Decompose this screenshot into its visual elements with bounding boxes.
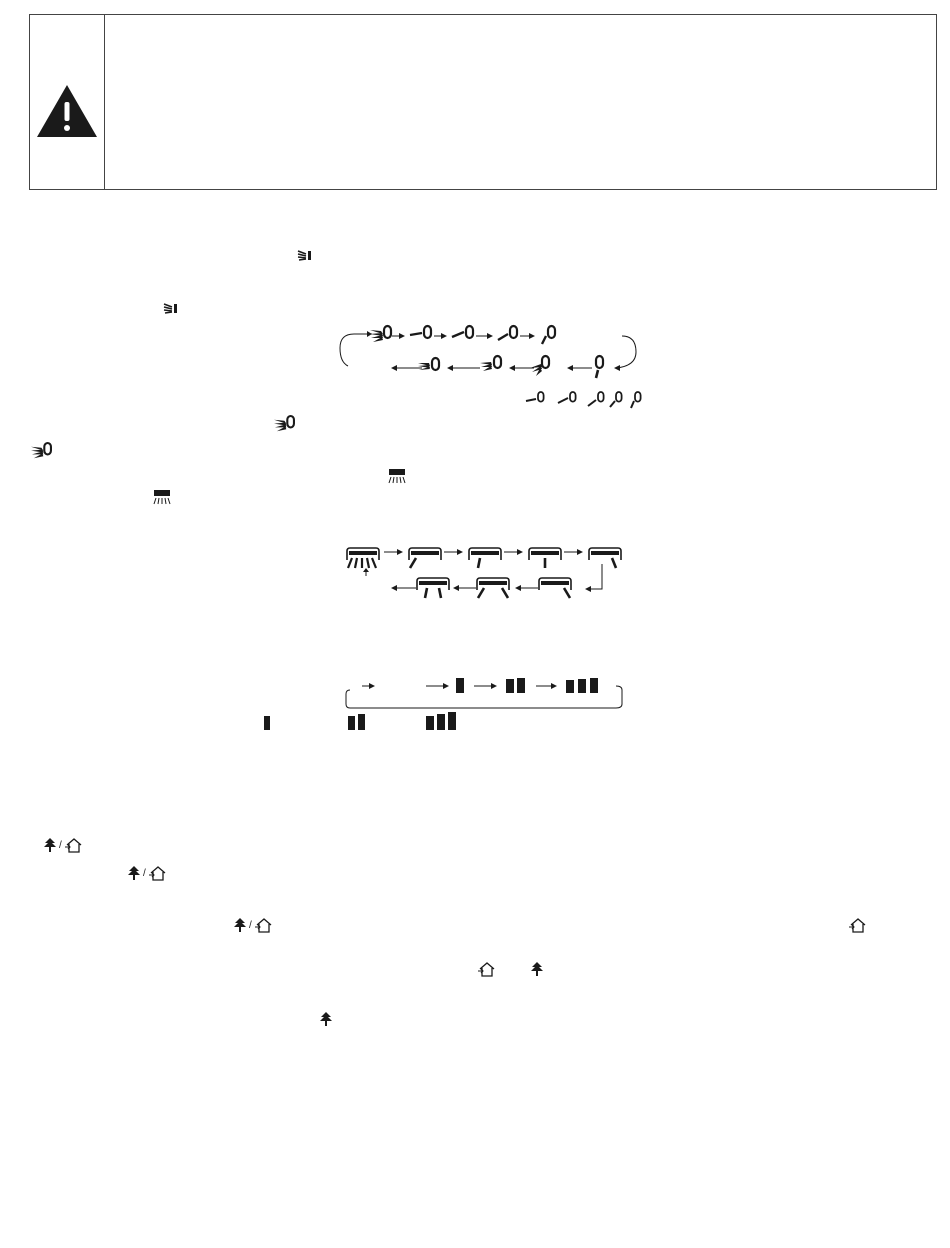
fresh-air-icon-pair [44,838,84,854]
tree-icon [531,962,543,977]
separator: / [249,920,252,931]
warning-box [29,14,937,190]
tree-icon [44,838,56,853]
fresh-air-icon-pair [128,866,168,882]
warning-icon-cell [30,15,105,189]
swing-vertical-cycle-diagram [334,326,654,386]
swing-full-icon [31,443,55,461]
warning-triangle-icon [37,85,97,137]
fresh-air-icon-pair [234,918,274,934]
house-icon [65,838,82,853]
swing-horizontal-icon [153,490,173,506]
fan-speed-medium-icon [348,714,368,730]
swing-horizontal-icon [388,469,408,485]
swing-horizontal-cycle-diagram [340,542,640,608]
separator: / [59,840,62,851]
house-icon [255,918,272,933]
tree-icon [320,1012,332,1027]
separator: / [143,868,146,879]
fan-speed-cycle-diagram [340,674,630,714]
tree-icon [234,918,246,933]
house-icon [849,918,866,933]
fan-speed-high-icon [426,712,462,730]
swing-vertical-icon [298,249,312,262]
swing-vertical-positions [526,390,650,410]
tree-icon [128,866,140,881]
fan-speed-low-icon [264,716,272,730]
swing-full-icon [274,416,298,434]
house-icon [149,866,166,881]
house-icon [478,962,495,977]
swing-vertical-icon [164,302,178,315]
